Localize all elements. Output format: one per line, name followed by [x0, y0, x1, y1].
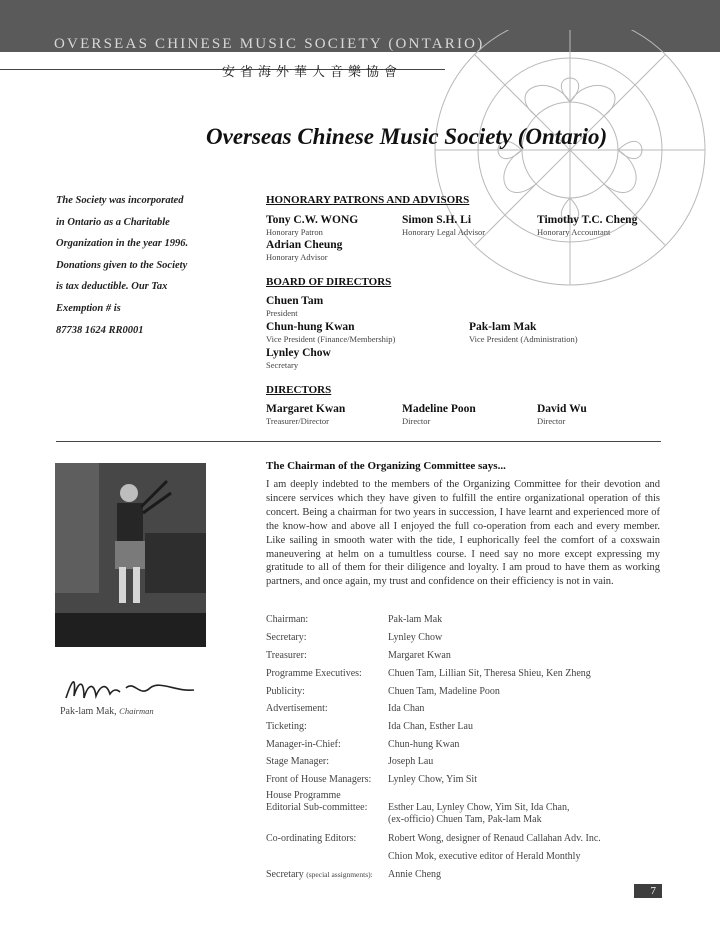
charity-note-line: Exemption # is — [56, 302, 121, 314]
directors-heading: DIRECTORS — [266, 384, 332, 396]
committee-value: Ida Chan — [388, 703, 425, 714]
chinese-name: 安省海外華人音樂協會 — [222, 64, 403, 79]
person-entry — [469, 321, 578, 344]
committee-label: Manager-in-Chief: — [266, 739, 341, 750]
committee-label-small: (special assignments): — [306, 870, 373, 879]
committee-label: Front of House Managers: — [266, 774, 372, 785]
person-name: David Wu — [537, 403, 587, 415]
header-band-text: OVERSEAS CHINESE MUSIC SOCIETY (ONTARIO) — [54, 36, 485, 52]
chairman-photo — [55, 463, 206, 647]
person-role: President — [266, 308, 298, 318]
person-entry — [266, 295, 323, 318]
person-role: Honorary Accountant — [537, 227, 611, 237]
person-role: Director — [537, 416, 566, 426]
person-entry — [402, 403, 476, 426]
committee-label: Advertisement: — [266, 703, 328, 714]
committee-label: Ticketing: — [266, 721, 307, 732]
committee-label: Treasurer: — [266, 650, 307, 661]
committee-label-main: Secretary — [266, 869, 304, 880]
charity-note-line: The Society was incorporated — [56, 195, 184, 206]
committee-label: Chairman: — [266, 614, 309, 625]
committee-value: Joseph Lau — [388, 756, 434, 767]
committee-value: (ex-officio) Chuen Tam, Pak-lam Mak — [388, 814, 542, 825]
person-entry — [266, 347, 331, 370]
person-name: Lynley Chow — [266, 347, 331, 359]
person-role: Director — [402, 416, 431, 426]
person-name: Tony C.W. WONG — [266, 214, 359, 226]
decorative-rosette — [420, 30, 720, 330]
board-heading: BOARD OF DIRECTORS — [266, 276, 392, 288]
chairman-message: I am deeply indebted to the members of the Organizing Committee for their devotion and sincere services which they have given to fulfill the entire organizational operation of this concert. Being a chairman for two years in succession, I have learnt and experienced more of the know-how and above all I enjoyed the full co-operation from each and every member. Like sailing in smooth water with the tide, I euphorically feel the comfort of a coxswain maneuvering at helm on a tumultless course. I need say no more except expressing my gratitude to all of them for their diligence and loyalty. I am proud to have them as working partners, and once again, my trust and confidence on their efficiency is not in vain. — [266, 479, 660, 588]
person-role: Secretary — [266, 360, 299, 370]
caption-title: Chairman — [119, 706, 154, 716]
committee-label: Editorial Sub-committee: — [266, 802, 368, 813]
caption-name: Pak-lam Mak, — [60, 706, 117, 717]
committee-value: Ida Chan, Esther Lau — [388, 721, 473, 732]
charity-note-line: Organization in the year 1996. — [56, 238, 189, 250]
chairman-signature — [60, 668, 200, 708]
person-role: Honorary Advisor — [266, 252, 328, 262]
committee-value: Chun-hung Kwan — [388, 739, 460, 750]
person-role: Honorary Patron — [266, 227, 323, 237]
person-name: Margaret Kwan — [266, 403, 346, 415]
committee-label: Publicity: — [266, 686, 305, 697]
chairman-photo-art — [55, 463, 206, 647]
person-role: Honorary Legal Advisor — [402, 227, 486, 237]
charity-note-line: in Ontario as a Charitable — [56, 216, 170, 228]
committee-value: Chuen Tam, Madeline Poon — [388, 686, 500, 697]
person-name: Simon S.H. Li — [402, 214, 472, 226]
photo-caption — [60, 706, 154, 717]
committee-value: Robert Wong, designer of Renaud Callahan Adv. Inc. — [388, 833, 601, 844]
charity-note-line: Donations given to the Society — [56, 259, 188, 271]
charity-note — [56, 190, 231, 341]
committee-label: Co-ordinating Editors: — [266, 833, 357, 844]
committee-value: Lynley Chow — [388, 632, 443, 643]
person-name: Chun-hung Kwan — [266, 321, 355, 333]
committee-label: Secretary: — [266, 632, 307, 643]
committee-value: Margaret Kwan — [388, 650, 451, 661]
person-entry — [266, 214, 358, 237]
person-name: Pak-lam Mak — [469, 321, 537, 333]
charity-note-line: is tax deductible. Our Tax — [56, 281, 168, 293]
person-entry — [266, 403, 345, 426]
person-entry — [537, 403, 587, 426]
committee-value: Chion Mok, executive editor of Herald Monthly — [388, 851, 581, 862]
person-name: Chuen Tam — [266, 295, 324, 307]
committee-label — [266, 869, 373, 880]
person-entry — [266, 239, 342, 262]
committee-value: Lynley Chow, Yim Sit — [388, 774, 477, 785]
committee-label: Stage Manager: — [266, 756, 330, 767]
person-entry — [402, 214, 485, 237]
section-divider — [56, 441, 661, 442]
page-number-box — [634, 884, 662, 898]
chairman-heading: The Chairman of the Organizing Committee says... — [266, 460, 506, 472]
person-role: Vice President (Finance/Membership) — [266, 334, 396, 344]
committee-label: House Programme — [266, 790, 341, 801]
committee-label: Programme Executives: — [266, 668, 362, 679]
person-name: Adrian Cheung — [266, 239, 343, 251]
page-number: 7 — [650, 885, 656, 897]
person-name: Timothy T.C. Cheng — [537, 214, 638, 226]
person-role: Vice President (Administration) — [469, 334, 578, 344]
charity-note-line: 87738 1624 RR0001 — [56, 324, 144, 336]
committee-value: Chuen Tam, Lillian Sit, Theresa Shieu, Ken Zheng — [388, 668, 591, 679]
person-entry — [266, 321, 395, 344]
committee-value: Pak-lam Mak — [388, 614, 443, 625]
honorary-heading: HONORARY PATRONS AND ADVISORS — [266, 194, 470, 206]
committee-value: Annie Cheng — [388, 869, 442, 880]
person-entry — [537, 214, 637, 237]
person-role: Treasurer/Director — [266, 416, 329, 426]
person-name: Madeline Poon — [402, 403, 476, 415]
page-title: Overseas Chinese Music Society (Ontario) — [206, 124, 608, 149]
committee-value: Esther Lau, Lynley Chow, Yim Sit, Ida Chan, — [388, 802, 570, 813]
